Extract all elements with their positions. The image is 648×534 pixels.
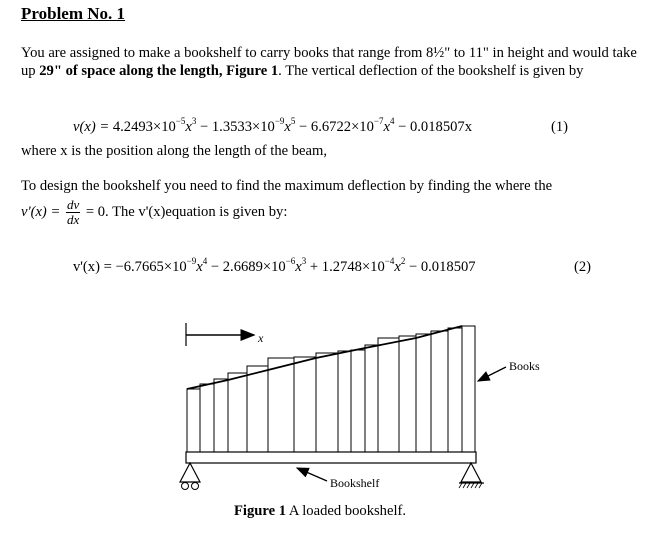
eq1-term2-exp: −9 xyxy=(274,116,285,126)
eq1-term4: − 0.018507x xyxy=(394,119,473,135)
book xyxy=(431,331,448,452)
fraction-numerator: dv xyxy=(66,197,80,212)
eq2-term2: − 2.6689×10 xyxy=(207,259,286,275)
eq1-term2: − 1.3533×10 xyxy=(196,119,275,135)
right-support xyxy=(461,463,481,482)
fraction-denominator: dx xyxy=(66,212,80,227)
eq2-exp1: −9 xyxy=(186,256,197,266)
eq2-var2: x xyxy=(295,259,302,275)
roller xyxy=(192,483,199,490)
book xyxy=(268,358,294,452)
intro-bold: 29" of space along the length, xyxy=(39,63,227,79)
book xyxy=(448,328,462,452)
eq2-lhs: v'(x) = −6.7665×10 xyxy=(73,259,187,275)
eq2-var1: x xyxy=(196,259,203,275)
book xyxy=(200,384,214,452)
eq1-term3-var: x xyxy=(383,119,390,135)
design-line-1: To design the bookshelf you need to find the maximum deflection by finding the where the xyxy=(21,178,553,194)
book xyxy=(214,379,228,452)
book xyxy=(365,345,378,452)
roller xyxy=(182,483,189,490)
book xyxy=(187,389,200,452)
eq2-pow2: 3 xyxy=(301,256,307,266)
eq1-term1-exp: −5 xyxy=(175,116,186,126)
eq2-pow3: 2 xyxy=(400,256,406,266)
book xyxy=(399,336,416,452)
figure-caption xyxy=(234,503,406,520)
book xyxy=(462,326,475,452)
intro-after: . The vertical deflection of the bookshelf is given by xyxy=(278,63,584,79)
figure-ref: Figure 1 xyxy=(226,63,279,79)
eq1-term2-var: x xyxy=(284,119,291,135)
eq1-term3-exp: −7 xyxy=(373,116,384,126)
book xyxy=(247,366,268,452)
eq2-exp2: −6 xyxy=(285,256,296,266)
intro-text: You are assigned to make a bookshelf to carry books that range from 8½" to 11" in height and would take up xyxy=(21,45,637,79)
shelf-beam xyxy=(186,452,476,463)
eq1-term3-pow: 4 xyxy=(389,116,395,126)
eq2-pow1: 4 xyxy=(202,256,208,266)
derivative-lhs: v'(x) = xyxy=(21,203,64,220)
eq1-term1-pow: 3 xyxy=(191,116,197,126)
left-support xyxy=(180,463,200,482)
equation-1-number: (1) xyxy=(551,119,569,135)
where-line: where x is the position along the length of the beam, xyxy=(21,143,327,159)
problem-title: Problem No. 1 xyxy=(21,4,126,23)
books-label: Books xyxy=(509,359,540,373)
derivative-rest: = 0. The v'(x)equation is given by: xyxy=(82,203,288,220)
book xyxy=(378,338,399,452)
book xyxy=(351,350,365,452)
book xyxy=(338,351,351,452)
books-callout-arrow xyxy=(478,367,506,381)
equation-2-number: (2) xyxy=(574,259,592,275)
books-group xyxy=(187,326,475,452)
eq2-exp3: −4 xyxy=(384,256,395,266)
ground-hatch xyxy=(459,483,482,488)
x-label: x xyxy=(258,331,264,345)
caption-figure-number: Figure 1 xyxy=(234,503,287,519)
eq1-lhs: v(x) = xyxy=(73,119,113,135)
eq1-term3: − 6.6722×10 xyxy=(295,119,374,135)
book xyxy=(316,353,338,452)
bookshelf-callout-arrow xyxy=(297,468,327,481)
book xyxy=(416,334,431,452)
eq1-term1: 4.2493×10 xyxy=(112,119,176,135)
eq2-term3: + 1.2748×10 xyxy=(306,259,385,275)
bookshelf-label: Bookshelf xyxy=(330,476,380,490)
caption-text: A loaded bookshelf. xyxy=(286,503,407,519)
eq2-term4: − 0.018507 xyxy=(405,259,476,275)
book xyxy=(294,357,316,452)
eq2-var3: x xyxy=(394,259,401,275)
eq1-term1-var: x xyxy=(185,119,192,135)
eq1-term2-pow: 5 xyxy=(290,116,296,126)
book xyxy=(228,373,247,452)
